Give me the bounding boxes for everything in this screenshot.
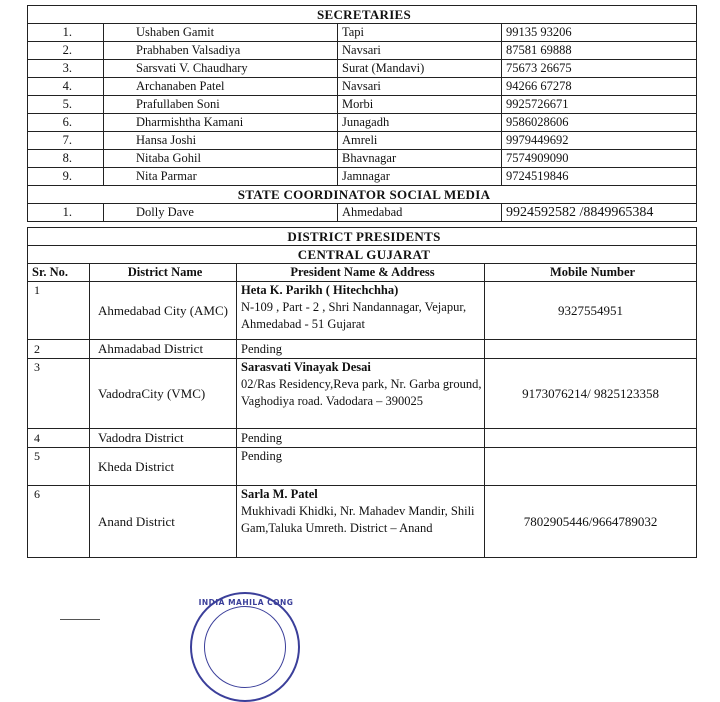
president-cell	[237, 282, 485, 340]
secretary-row	[28, 150, 697, 168]
seal-inner-ring	[204, 606, 286, 688]
secretary-place: Morbi	[338, 96, 502, 114]
secretary-phone: 9724519846	[502, 168, 697, 186]
president-cell	[237, 429, 485, 448]
secretary-sr: 7.	[28, 132, 104, 150]
district-row	[28, 282, 697, 340]
secretaries-heading: SECRETARIES	[28, 6, 697, 24]
president-name: Sarasvati Vinayak Desai	[241, 360, 371, 374]
secretary-phone: 9586028606	[502, 114, 697, 132]
district-row	[28, 359, 697, 429]
secretary-place: Amreli	[338, 132, 502, 150]
coordinator-sr: 1.	[28, 204, 104, 222]
region-heading-row	[28, 246, 697, 264]
secretary-row	[28, 78, 697, 96]
coordinator-name: Dolly Dave	[104, 204, 338, 222]
secretary-row	[28, 24, 697, 42]
president-mobile	[485, 429, 697, 448]
president-address: Pending	[241, 430, 282, 445]
secretary-place: Navsari	[338, 78, 502, 96]
coordinator-heading-row	[28, 186, 697, 204]
secretaries-heading-row	[28, 6, 697, 24]
president-cell	[237, 340, 485, 359]
district-row	[28, 340, 697, 359]
coordinator-heading: STATE COORDINATOR SOCIAL MEDIA	[28, 186, 697, 204]
district-sr: 5	[28, 448, 90, 486]
secretary-place: Bhavnagar	[338, 150, 502, 168]
secretary-phone: 7574909090	[502, 150, 697, 168]
president-mobile: 9327554951	[485, 282, 697, 340]
secretary-name: Dharmishtha Kamani	[104, 114, 338, 132]
district-heading-row	[28, 228, 697, 246]
col-district-name: District Name	[90, 264, 237, 282]
district-sr: 4	[28, 429, 90, 448]
coordinator-phone: 9924592582 /8849965384	[502, 204, 697, 222]
secretary-name: Sarsvati V. Chaudhary	[104, 60, 338, 78]
president-cell	[237, 486, 485, 558]
secretary-name: Prafullaben Soni	[104, 96, 338, 114]
district-row	[28, 486, 697, 558]
secretary-sr: 8.	[28, 150, 104, 168]
secretary-place: Navsari	[338, 42, 502, 60]
secretary-name: Ushaben Gamit	[104, 24, 338, 42]
secretary-row	[28, 114, 697, 132]
secretary-phone: 9925726671	[502, 96, 697, 114]
secretary-place: Surat (Mandavi)	[338, 60, 502, 78]
secretary-sr: 6.	[28, 114, 104, 132]
organization-seal	[190, 592, 300, 702]
secretary-name: Hansa Joshi	[104, 132, 338, 150]
secretary-name: Nita Parmar	[104, 168, 338, 186]
secretary-phone: 99135 93206	[502, 24, 697, 42]
secretary-name: Nitaba Gohil	[104, 150, 338, 168]
region-heading: CENTRAL GUJARAT	[28, 246, 697, 264]
secretary-phone: 75673 26675	[502, 60, 697, 78]
secretary-sr: 2.	[28, 42, 104, 60]
secretary-place: Jamnagar	[338, 168, 502, 186]
secretary-sr: 3.	[28, 60, 104, 78]
president-address: Mukhivadi Khidki, Nr. Mahadev Mandir, Shili Gam,Taluka Umreth. District – Anand	[241, 504, 475, 535]
secretary-sr: 4.	[28, 78, 104, 96]
secretary-row	[28, 132, 697, 150]
col-sr-no: Sr. No.	[28, 264, 90, 282]
district-presidents-table	[27, 227, 697, 558]
president-address: Pending	[241, 341, 282, 356]
president-mobile: 9173076214/ 9825123358	[485, 359, 697, 429]
district-row	[28, 448, 697, 486]
president-mobile: 7802905446/9664789032	[485, 486, 697, 558]
col-mobile: Mobile Number	[485, 264, 697, 282]
footer-rule	[60, 619, 100, 620]
secretary-row	[28, 60, 697, 78]
president-address: Pending	[241, 449, 282, 463]
district-sr: 2	[28, 340, 90, 359]
district-heading: DISTRICT PRESIDENTS	[28, 228, 697, 246]
district-name: Ahmedabad City (AMC)	[90, 282, 237, 340]
president-name: Sarla M. Patel	[241, 487, 318, 501]
secretary-place: Junagadh	[338, 114, 502, 132]
district-sr: 1	[28, 282, 90, 340]
col-president: President Name & Address	[237, 264, 485, 282]
district-name: Kheda District	[90, 448, 237, 486]
president-cell	[237, 359, 485, 429]
secretary-name: Archanaben Patel	[104, 78, 338, 96]
secretary-phone: 87581 69888	[502, 42, 697, 60]
district-sr: 3	[28, 359, 90, 429]
president-address: N-109 , Part - 2 , Shri Nandannagar, Vejapur, Ahmedabad - 51 Gujarat	[241, 300, 467, 331]
president-name: Heta K. Parikh ( Hitechchha)	[241, 283, 399, 297]
president-mobile	[485, 340, 697, 359]
district-name: Ahmadabad District	[90, 340, 237, 359]
secretary-place: Tapi	[338, 24, 502, 42]
secretary-sr: 9.	[28, 168, 104, 186]
secretary-phone: 94266 67278	[502, 78, 697, 96]
secretary-name: Prabhaben Valsadiya	[104, 42, 338, 60]
district-sr: 6	[28, 486, 90, 558]
district-name: Anand District	[90, 486, 237, 558]
seal-text: INDIA MAHILA CONG	[198, 598, 294, 607]
secretary-row	[28, 168, 697, 186]
secretary-row	[28, 96, 697, 114]
district-name: VadodraCity (VMC)	[90, 359, 237, 429]
district-name: Vadodra District	[90, 429, 237, 448]
secretary-sr: 1.	[28, 24, 104, 42]
secretaries-table	[27, 5, 697, 222]
coordinator-row	[28, 204, 697, 222]
president-address: 02/Ras Residency,Reva park, Nr. Garba ground, Vaghodiya road. Vadodara – 390025	[241, 377, 482, 408]
president-cell	[237, 448, 485, 486]
column-header-row	[28, 264, 697, 282]
secretary-sr: 5.	[28, 96, 104, 114]
secretary-row	[28, 42, 697, 60]
coordinator-place: Ahmedabad	[338, 204, 502, 222]
president-mobile	[485, 448, 697, 486]
district-row	[28, 429, 697, 448]
secretary-phone: 9979449692	[502, 132, 697, 150]
